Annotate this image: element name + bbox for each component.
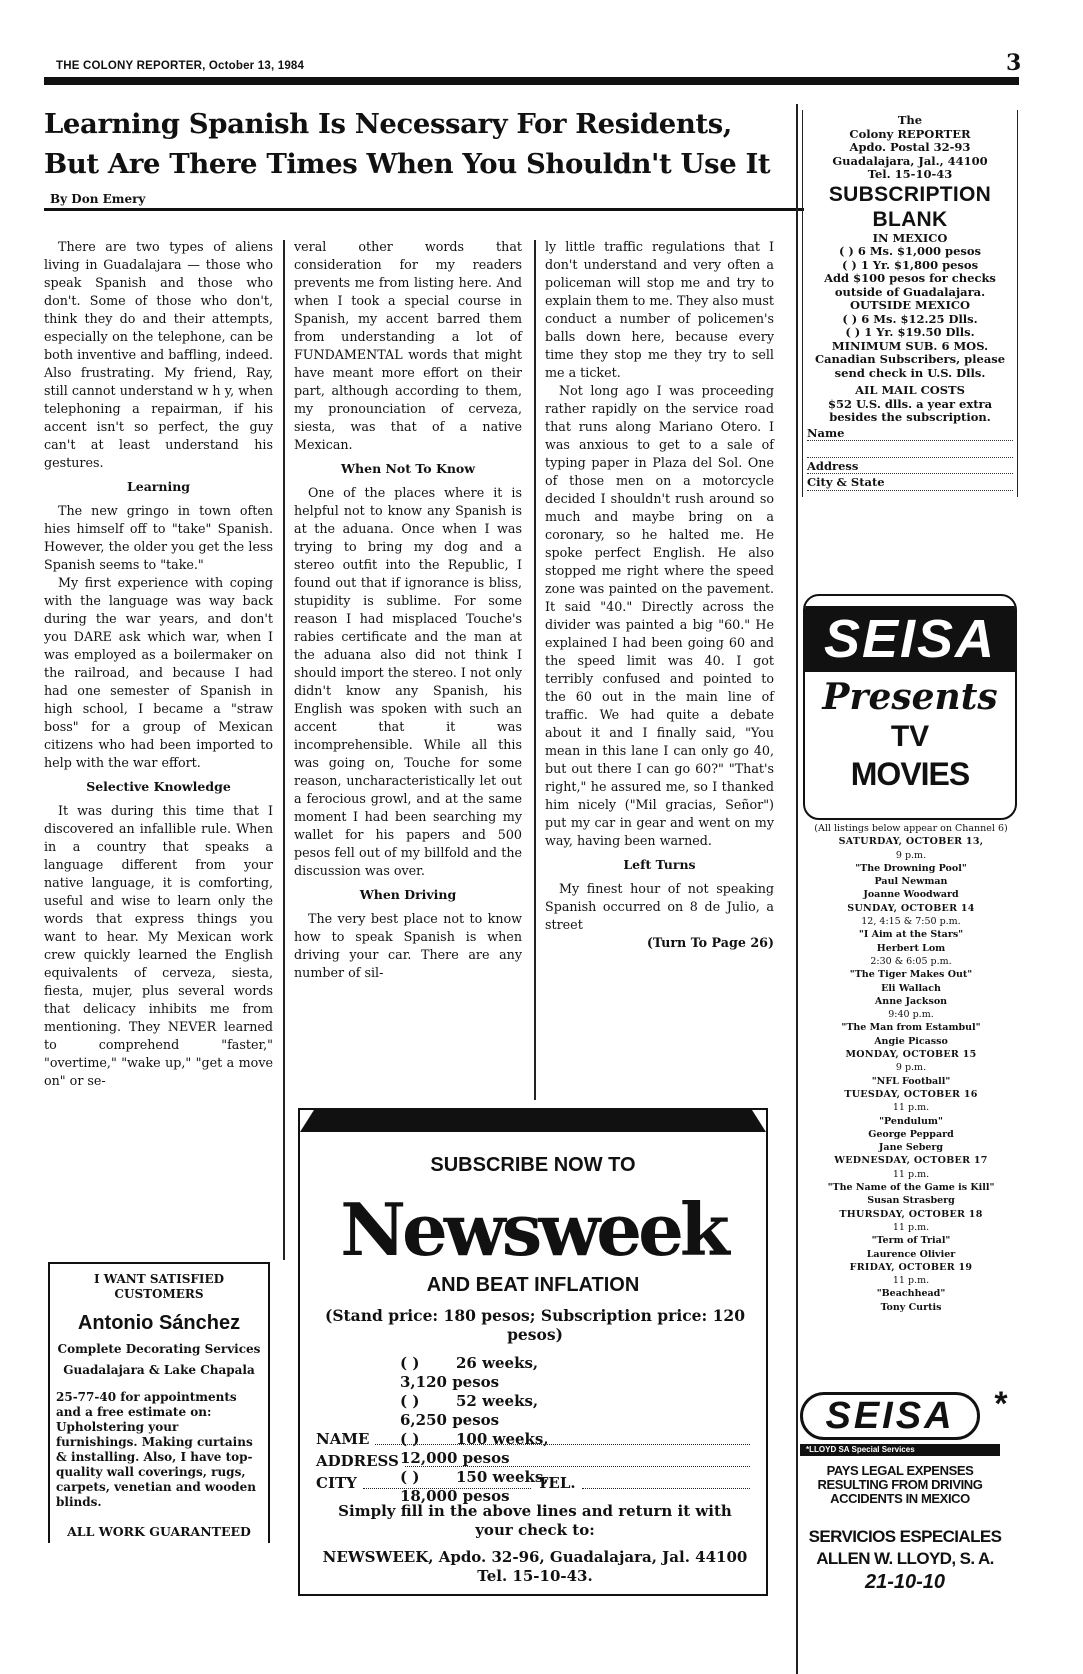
subhead-learning: Learning	[126, 479, 191, 494]
header-rule	[44, 77, 1019, 85]
turn-to-page-link[interactable]: (Turn To Page 26)	[646, 935, 774, 950]
checkbox[interactable]: ( )	[400, 1468, 420, 1486]
tv-listing	[805, 822, 1017, 1314]
listing-title: "Beachhead"	[876, 1288, 946, 1300]
listing-title: "NFL Football"	[871, 1075, 951, 1087]
sub-air-text: $52 U.S. dlls. a year extra besides the subscription.	[827, 396, 993, 424]
listing-day: WEDNESDAY, OCTOBER 17	[834, 1155, 988, 1167]
listing-star: Susan Strasberg	[867, 1195, 955, 1207]
sub-mexico: IN MEXICO	[872, 230, 948, 245]
antonio-ad	[48, 1262, 270, 1543]
column-divider	[534, 240, 536, 1100]
listing-day: SUNDAY, OCTOBER 14	[847, 902, 975, 914]
listing-title: "The Man from Estambul"	[841, 1022, 981, 1034]
headline-line-2: But Are There Times When You Shouldn't Use It	[44, 148, 771, 180]
sub-note: Add $100 pesos for checks outside of Guadalajara.	[824, 271, 996, 299]
paragraph: My first experience with coping with the language was way back during the war years, and don't you DARE ask which war, when I was employed as a boilermaker on the railroad, and because I had had one semester of Spanish in high school, I became a "straw boss" for a group of Mexican citizens who had been imported to help with the war effort.	[44, 575, 273, 770]
asterisk-icon: *	[993, 1385, 1010, 1423]
lloyd-line: ALLEN W. LLOYD, S. A.	[816, 1549, 994, 1568]
fill-line	[375, 1444, 750, 1445]
sub-air: AIL MAIL COSTS	[855, 383, 965, 397]
sub-blank-field[interactable]	[807, 443, 1013, 458]
listing-time: 9 p.m.	[895, 849, 927, 861]
nw-option-weeks: 150 weeks,	[456, 1468, 549, 1486]
sub-line: Tel. 15-10-43	[867, 167, 953, 181]
lloyd-line: RESULTING FROM DRIVING	[817, 1477, 983, 1492]
ant-name: Antonio Sánchez	[77, 1312, 241, 1334]
fill-line	[582, 1488, 750, 1489]
sub-option-checkbox[interactable]: ( ) 1 Yr. $19.50 Dlls.	[845, 325, 975, 339]
ant-location: Guadalajara & Lake Chapala	[63, 1363, 255, 1377]
lloyd-line: PAYS LEGAL EXPENSES	[826, 1463, 974, 1478]
column-divider	[283, 240, 285, 1260]
listing-star: Paul Newman	[874, 876, 948, 888]
nw-option-pesos: 12,000 pesos	[400, 1449, 510, 1467]
listing-title: "I Aim at the Stars"	[858, 929, 964, 941]
nw-subscribe: SUBSCRIBE NOW TO	[430, 1154, 636, 1176]
listing-title: "Term of Trial"	[871, 1235, 951, 1247]
ant-want: I WANT SATISFIED CUSTOMERS	[93, 1272, 225, 1301]
nw-price: (Stand price: 180 pesos; Subscription price: 120 pesos)	[325, 1306, 745, 1344]
nw-name-field[interactable]	[316, 1428, 756, 1450]
sub-outside: OUTSIDE MEXICO	[850, 298, 970, 312]
lloyd-line: SERVICIOS ESPECIALES	[808, 1527, 1002, 1546]
listing-time: 12, 4:15 & 7:50 p.m.	[861, 916, 961, 928]
sub-line: The	[897, 113, 923, 127]
nw-tel-label: TEL.	[537, 1474, 576, 1492]
nw-beat: AND BEAT INFLATION	[426, 1274, 640, 1296]
listing-note: (All listings below appear on Channel 6)	[814, 823, 1008, 834]
newsweek-logo: Newsweek	[340, 1187, 726, 1272]
checkbox[interactable]: ( )	[400, 1354, 420, 1372]
fill-line	[405, 1466, 750, 1467]
nw-option-pesos: 3,120 pesos	[400, 1373, 500, 1391]
nw-address-field[interactable]	[316, 1450, 756, 1472]
paragraph: The very best place not to know how to speak Spanish is when driving your car. There are any number of sil-	[294, 911, 522, 980]
article-column-3	[545, 238, 774, 952]
listing-time: 2:30 & 6:05 p.m.	[870, 955, 952, 967]
listing-star: George Peppard	[868, 1128, 954, 1140]
sub-city-field[interactable]: City & State	[807, 476, 1013, 491]
column-divider	[796, 104, 798, 1674]
subhead-when-not: When Not To Know	[340, 461, 475, 476]
subscription-title-2: BLANK	[872, 207, 948, 231]
headline	[44, 104, 804, 184]
seisa-tv-ad	[803, 594, 1017, 820]
ant-services: Complete Decorating Services	[57, 1342, 261, 1356]
lloyd-services	[800, 1526, 1010, 1570]
lloyd-bar: *LLOYD SA Special Services	[800, 1444, 1000, 1456]
paragraph: There are two types of aliens living in Guadalajara — those who speak Spanish and those who don't. Some of those who don't, think they do and their attempts, especially on the telephone, can be both inventive and baffling, indeed. Also frustrating. My friend, Ray, still cannot understand w h y, when telephoning a repairman, if his accent isn't so perfect, the guy can't at least understand his gestures.	[44, 239, 273, 470]
lloyd-logo-text: SEISA	[825, 1395, 955, 1437]
paragraph: My finest hour of not speaking Spanish occurred on 8 de Julio, a street	[545, 881, 774, 932]
nw-option-weeks: 52 weeks,	[456, 1392, 539, 1410]
paragraph: One of the places where it is helpful not to know any Spanish is at the aduana. Once when I was trying to bring my dog and a stereo outfit into the Republic, I found out that if ignorance is bliss, stupidity is sublime. For some reason I had misplaced Touche's rabies certificate and the man at the aduana also did not think I should import the stereo. I not only didn't know any Spanish, his English was spoken with such an accent that it was incomprehensible. While all this was going on, Touche for some reason, uncharacteristically let out a ferocious growl, and at the same moment I had been searching my wallet for his papers and 500 pesos fell out of my billfold and the discussion was over.	[294, 485, 522, 878]
listing-title: "The Drowning Pool"	[855, 862, 967, 874]
byline: By Don Emery	[50, 192, 146, 206]
masthead: THE COLONY REPORTER, October 13, 1984	[56, 60, 305, 72]
listing-title: "The Name of the Game is Kill"	[827, 1182, 995, 1194]
sub-option-checkbox[interactable]: ( ) 6 Ms. $12.25 Dlls.	[842, 311, 978, 326]
seisa-presents: Presents	[822, 676, 998, 718]
listing-star: Laurence Olivier	[866, 1248, 956, 1260]
lloyd-phone: 21-10-10	[864, 1571, 946, 1593]
listing-title: "The Tiger Makes Out"	[849, 969, 973, 981]
sub-line: Guadalajara, Jal., 44100	[832, 153, 988, 168]
subhead-left-turns: Left Turns	[623, 857, 696, 872]
listing-day: FRIDAY, OCTOBER 19	[849, 1261, 973, 1273]
page-number: 3	[1006, 50, 1022, 76]
listing-time: 11 p.m.	[892, 1221, 930, 1233]
nw-address-label: ADDRESS	[316, 1452, 399, 1470]
seisa-movies: MOVIES	[850, 756, 970, 792]
listing-star: Anne Jackson	[874, 995, 948, 1007]
nw-name-label: NAME	[316, 1430, 370, 1448]
lloyd-seisa-logo	[800, 1385, 1010, 1440]
sub-option-checkbox[interactable]: ( ) 1 Yr. $1,800 pesos	[841, 257, 979, 272]
listing-day: SATURDAY, OCTOBER 13,	[838, 836, 984, 848]
fill-line	[363, 1488, 531, 1489]
listing-time: 11 p.m.	[892, 1168, 930, 1180]
nw-city-label: CITY	[316, 1474, 357, 1492]
listing-day: TUESDAY, OCTOBER 16	[844, 1088, 978, 1100]
paragraph: ly little traffic regulations that I don't understand and very often a policeman will stop me and try to explain them to me. They also must conduct a number of policemen's balls down here, because every time they stop me they try to sell me a ticket.	[545, 239, 774, 380]
newsweek-ad	[298, 1108, 768, 1596]
nw-option-weeks: 100 weeks,	[456, 1430, 549, 1448]
nw-option[interactable]	[400, 1354, 660, 1392]
listing-time: 11 p.m.	[892, 1102, 930, 1114]
listing-star: Tony Curtis	[880, 1301, 942, 1313]
subhead-selective: Selective Knowledge	[86, 779, 231, 794]
sub-address-field[interactable]: Address	[807, 460, 1013, 475]
article-column-2	[294, 238, 522, 982]
listing-time: 9 p.m.	[895, 1062, 927, 1074]
sub-minimum: MINIMUM SUB. 6 MOS.	[831, 338, 989, 353]
listing-time: 11 p.m.	[892, 1275, 930, 1287]
headline-line-1: Learning Spanish Is Necessary For Residents,	[44, 108, 732, 140]
ant-guarantee: ALL WORK GUARANTEED	[67, 1524, 251, 1539]
ant-body: 25-77-40 for appointments and a free estimate on: Upholstering your furnishings. Making curtains & installing. Also, I have top-quality wall coverings, rugs, carpets, venetian and wooden blinds.	[56, 1390, 256, 1509]
listing-time: 9:40 p.m.	[888, 1009, 934, 1021]
lloyd-ad	[800, 1385, 1020, 1594]
newsweek-banner	[300, 1110, 766, 1132]
listing-star: Joanne Woodward	[863, 889, 959, 901]
sub-line: Apdo. Postal 32-93	[849, 140, 971, 154]
listing-star: Angie Picasso	[874, 1035, 948, 1047]
nw-city-field[interactable]	[316, 1472, 756, 1494]
article-column-1	[44, 238, 273, 1090]
subhead-driving: When Driving	[359, 887, 457, 902]
nw-option-pesos: 18,000 pesos	[400, 1487, 510, 1505]
nw-instructions: Simply fill in the above lines and return it with your check to:	[338, 1502, 732, 1539]
nw-form	[316, 1428, 756, 1494]
seisa-tv: TV	[890, 720, 930, 753]
listing-star: Eli Wallach	[881, 982, 941, 994]
paragraph: It was during this time that I discovered an infallible rule. When in a country that speaks a language different from your native language, it is comforting, useful and wise to learn only the words that express things you want to hear. My Mexican work crew quickly learned the English equivalents of cerveza, siesta, fiesta, mujer, plus several words that delicacy inhibits me from mentioning. They NEVER learned to comprehend "faster," "overtime," "wake up," "get a move on" or se-	[44, 803, 273, 1088]
subscription-title: SUBSCRIPTION	[828, 182, 992, 206]
seisa-logo: SEISA	[805, 606, 1015, 672]
paragraph: veral other words that consideration for my readers prevents me from listing here. And when I took a special course in Spanish, my accent barred them from understanding a lot of FUNDAMENTAL words that might have meant more effort on their part, although according to them, my pronounciation of cerveza, siesta, was that of a native Mexican.	[294, 239, 522, 452]
lloyd-line: ACCIDENTS IN MEXICO	[830, 1491, 970, 1506]
sub-line: Colony REPORTER	[849, 126, 971, 141]
lloyd-text	[800, 1464, 1000, 1506]
sub-name-field[interactable]: Name	[807, 427, 1013, 442]
subscription-blank	[802, 110, 1018, 497]
checkbox[interactable]: ( )	[400, 1430, 420, 1448]
headline-rule	[44, 208, 804, 211]
paragraph: Not long ago I was proceeding rather rapidly on the service road that runs along Mariano Otero. I was anxious to get to a sale of typing paper in Plaza del Sol. One of those men on a motorcycle decided I shouldn't rush around so much and maybe bring on a coronary, so he halted me. He spoke perfect English. He also stopped me right where the speed zone was painted on the pavement. It said "40." Directly across the divider was painted a big "60." He explained I had been going 60 and the speed limit was 40. I got terribly confused and pointed to the 60 out in the main line of traffic. We had quite a debate about it and I finally said, "You mean in this lane I can only go 40, but out there I can go 60?" "That's right," he assured me, so I thanked him nicely ("Mil gracias, Señor") put my car in gear and went on my way, having been warned.	[545, 383, 774, 848]
nw-option-pesos: 6,250 pesos	[400, 1411, 500, 1429]
nw-address: NEWSWEEK, Apdo. 32-96, Guadalajara, Jal. 44100 Tel. 15-10-43.	[322, 1548, 748, 1585]
sub-option-checkbox[interactable]: ( ) 6 Ms. $1,000 pesos	[838, 244, 982, 258]
listing-day: MONDAY, OCTOBER 15	[845, 1049, 977, 1061]
listing-day: THURSDAY, OCTOBER 18	[839, 1208, 983, 1220]
checkbox[interactable]: ( )	[400, 1392, 420, 1410]
paragraph: The new gringo in town often hies himself off to "take" Spanish. However, the older you get the less Spanish seems to "take."	[44, 503, 273, 572]
sub-canadian: Canadian Subscribers, please send check in U.S. Dlls.	[814, 352, 1006, 380]
listing-star: Jane Seberg	[878, 1142, 944, 1154]
nw-option[interactable]	[400, 1392, 660, 1430]
listing-star: Herbert Lom	[876, 942, 946, 954]
nw-option-weeks: 26 weeks,	[456, 1354, 539, 1372]
listing-title: "Pendulum"	[879, 1115, 943, 1127]
